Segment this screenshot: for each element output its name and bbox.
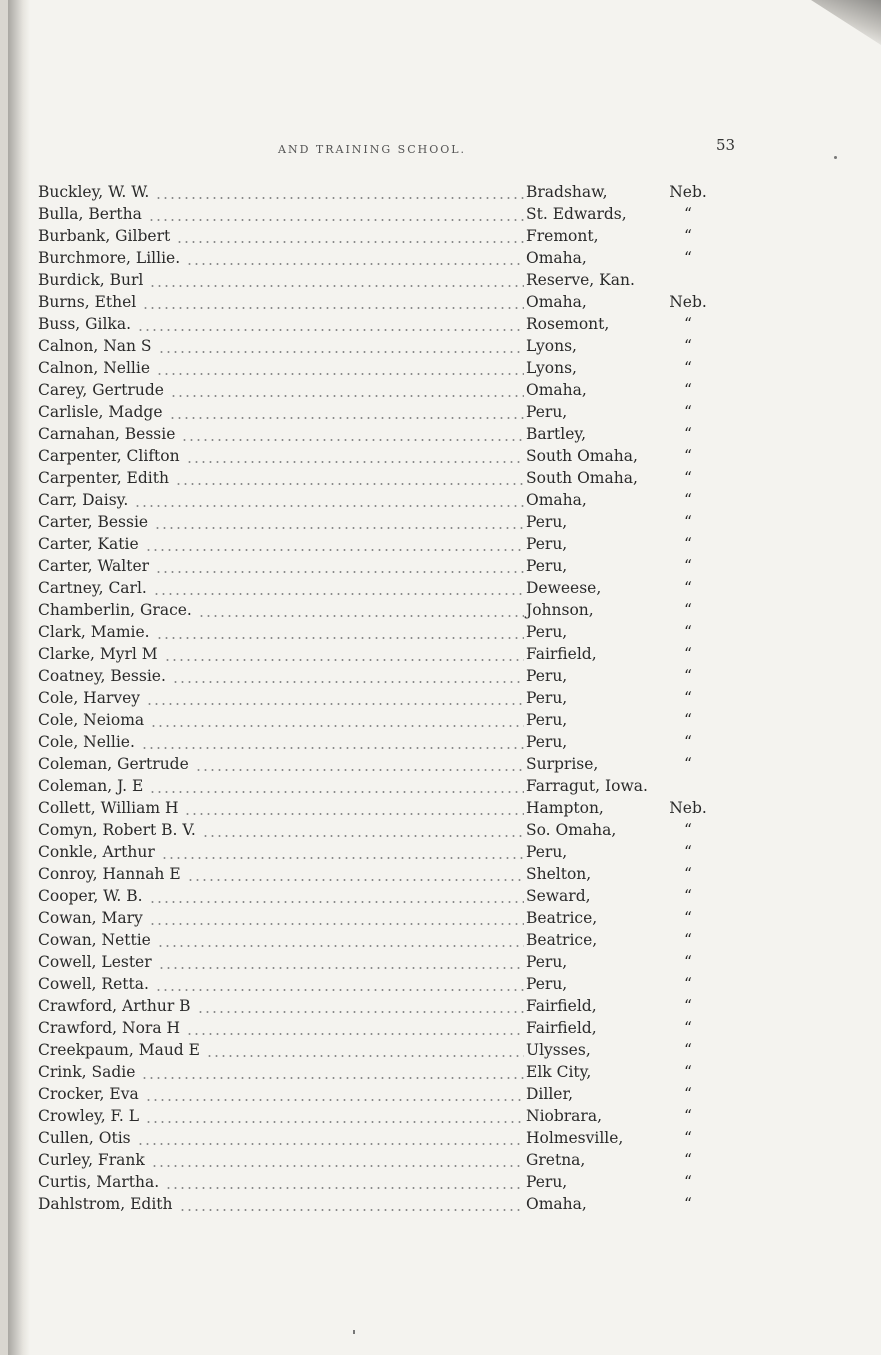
dot-leader — [184, 797, 524, 819]
student-name: Cooper, W. B. — [38, 887, 143, 905]
list-item — [38, 665, 728, 687]
list-item — [38, 1105, 728, 1127]
list-item — [38, 995, 728, 1017]
state: “ — [684, 667, 692, 685]
home-town: Peru, — [526, 733, 568, 751]
dot-leader — [154, 511, 524, 533]
student-name: Crawford, Nora H — [38, 1019, 181, 1037]
student-name: Coatney, Bessie. — [38, 667, 166, 685]
list-item — [38, 885, 728, 907]
state: “ — [684, 1151, 692, 1169]
dot-leader — [157, 929, 524, 951]
list-item — [38, 1083, 728, 1105]
home-town: Reserve, Kan. — [526, 271, 635, 289]
home-town: Shelton, — [526, 865, 592, 883]
home-town: Farragut, Iowa. — [526, 777, 648, 795]
list-item — [38, 203, 728, 225]
student-name: Cowan, Mary — [38, 909, 143, 927]
state: “ — [684, 425, 692, 443]
dot-leader — [149, 775, 524, 797]
home-town: Peru, — [526, 403, 568, 421]
ink-speck — [353, 1330, 355, 1334]
student-name: Dahlstrom, Edith — [38, 1195, 173, 1213]
dot-leader — [134, 489, 524, 511]
state: “ — [684, 623, 692, 641]
dot-leader — [137, 313, 524, 335]
home-town: Omaha, — [526, 381, 587, 399]
dot-leader — [198, 599, 524, 621]
student-name: Carr, Daisy. — [38, 491, 129, 509]
dot-leader — [186, 247, 524, 269]
list-item — [38, 467, 728, 489]
state: “ — [684, 975, 692, 993]
dot-leader — [142, 291, 524, 313]
home-town: Peru, — [526, 689, 568, 707]
state: “ — [684, 689, 692, 707]
student-name: Burchmore, Lillie. — [38, 249, 181, 267]
state: “ — [684, 821, 692, 839]
list-item — [38, 929, 728, 951]
student-name: Cowell, Retta. — [38, 975, 149, 993]
running-head: AND TRAINING SCHOOL. — [278, 143, 467, 156]
dot-leader — [141, 1061, 524, 1083]
home-town: Peru, — [526, 667, 568, 685]
student-name: Carter, Walter — [38, 557, 150, 575]
student-name: Burbank, Gilbert — [38, 227, 171, 245]
student-name: Conkle, Arthur — [38, 843, 155, 861]
list-item — [38, 357, 728, 379]
home-town: South Omaha, — [526, 447, 638, 465]
home-town: Johnson, — [526, 601, 594, 619]
home-town: Fairfield, — [526, 997, 597, 1015]
list-item — [38, 555, 728, 577]
state: “ — [684, 403, 692, 421]
dot-leader — [153, 577, 524, 599]
student-name: Calnon, Nan S — [38, 337, 152, 355]
list-item — [38, 423, 728, 445]
list-item — [38, 973, 728, 995]
dot-leader — [195, 753, 524, 775]
dot-leader — [145, 533, 524, 555]
dot-leader — [172, 665, 524, 687]
home-town: Hampton, — [526, 799, 604, 817]
student-name: Carter, Katie — [38, 535, 139, 553]
home-town: Peru, — [526, 557, 568, 575]
state: “ — [684, 491, 692, 509]
state: “ — [684, 931, 692, 949]
list-item — [38, 401, 728, 423]
student-name: Buckley, W. W. — [38, 183, 150, 201]
dot-leader — [137, 1127, 524, 1149]
list-item — [38, 379, 728, 401]
list-item — [38, 313, 728, 335]
home-town: Lyons, — [526, 337, 577, 355]
state: “ — [684, 953, 692, 971]
home-town: Elk City, — [526, 1063, 592, 1081]
home-town: Peru, — [526, 711, 568, 729]
list-item — [38, 533, 728, 555]
student-name: Cowell, Lester — [38, 953, 152, 971]
dot-leader — [169, 401, 524, 423]
list-item — [38, 709, 728, 731]
student-name: Comyn, Robert B. V. — [38, 821, 196, 839]
page-corner-fold — [811, 0, 881, 45]
dot-leader — [158, 335, 524, 357]
dot-leader — [155, 555, 524, 577]
home-town: Surprise, — [526, 755, 599, 773]
dot-leader — [175, 467, 524, 489]
dot-leader — [165, 1171, 524, 1193]
student-name: Bulla, Bertha — [38, 205, 142, 223]
student-name: Carey, Gertrude — [38, 381, 164, 399]
dot-leader — [149, 269, 524, 291]
list-item — [38, 731, 728, 753]
list-item — [38, 1149, 728, 1171]
dot-leader — [181, 423, 524, 445]
state: “ — [684, 887, 692, 905]
state: “ — [684, 1085, 692, 1103]
state: “ — [684, 227, 692, 245]
state: “ — [684, 315, 692, 333]
state: “ — [684, 645, 692, 663]
list-item — [38, 863, 728, 885]
list-item — [38, 951, 728, 973]
list-item — [38, 489, 728, 511]
state: “ — [684, 601, 692, 619]
home-town: Peru, — [526, 953, 568, 971]
student-name: Cole, Neioma — [38, 711, 145, 729]
state: “ — [684, 711, 692, 729]
dot-leader — [164, 643, 524, 665]
student-name: Carter, Bessie — [38, 513, 149, 531]
list-item — [38, 621, 728, 643]
list-item — [38, 577, 728, 599]
dot-leader — [150, 709, 524, 731]
dot-leader — [149, 885, 524, 907]
student-name: Clarke, Myrl M — [38, 645, 158, 663]
student-list — [38, 181, 728, 1215]
dot-leader — [197, 995, 524, 1017]
dot-leader — [141, 731, 524, 753]
list-item — [38, 335, 728, 357]
dot-leader — [145, 1105, 524, 1127]
state: “ — [684, 205, 692, 223]
home-town: Peru, — [526, 843, 568, 861]
student-name: Burns, Ethel — [38, 293, 137, 311]
home-town: Beatrice, — [526, 931, 598, 949]
state: “ — [684, 909, 692, 927]
list-item — [38, 1171, 728, 1193]
list-item — [38, 797, 728, 819]
list-item — [38, 599, 728, 621]
dot-leader — [158, 951, 524, 973]
state: “ — [684, 337, 692, 355]
home-town: Beatrice, — [526, 909, 598, 927]
home-town: Fairfield, — [526, 1019, 597, 1037]
state: “ — [684, 359, 692, 377]
student-name: Burdick, Burl — [38, 271, 144, 289]
list-item — [38, 181, 728, 203]
list-item — [38, 291, 728, 313]
home-town: Omaha, — [526, 491, 587, 509]
list-item — [38, 1127, 728, 1149]
list-item — [38, 225, 728, 247]
list-item — [38, 269, 728, 291]
dot-leader — [156, 621, 524, 643]
state: “ — [684, 1129, 692, 1147]
student-name: Coleman, Gertrude — [38, 755, 189, 773]
dot-leader — [206, 1039, 524, 1061]
home-town: Peru, — [526, 975, 568, 993]
list-item — [38, 445, 728, 467]
list-item — [38, 643, 728, 665]
student-name: Crawford, Arthur B — [38, 997, 191, 1015]
home-town: Rosemont, — [526, 315, 610, 333]
dot-leader — [186, 445, 524, 467]
state: “ — [684, 513, 692, 531]
student-name: Buss, Gilka. — [38, 315, 131, 333]
dot-leader — [156, 357, 524, 379]
home-town: Omaha, — [526, 1195, 587, 1213]
dot-leader — [149, 907, 524, 929]
home-town: Peru, — [526, 513, 568, 531]
home-town: Holmesville, — [526, 1129, 624, 1147]
list-item — [38, 1039, 728, 1061]
student-name: Cowan, Nettie — [38, 931, 151, 949]
state: “ — [684, 755, 692, 773]
state: “ — [684, 249, 692, 267]
dot-leader — [155, 973, 524, 995]
state: “ — [684, 447, 692, 465]
dot-leader — [176, 225, 524, 247]
student-name: Coleman, J. E — [38, 777, 144, 795]
state: “ — [684, 535, 692, 553]
student-name: Crocker, Eva — [38, 1085, 139, 1103]
state: “ — [684, 579, 692, 597]
student-name: Carpenter, Edith — [38, 469, 169, 487]
state: “ — [684, 1041, 692, 1059]
list-item — [38, 687, 728, 709]
list-item — [38, 753, 728, 775]
home-town: Diller, — [526, 1085, 574, 1103]
list-item — [38, 907, 728, 929]
student-name: Carlisle, Madge — [38, 403, 163, 421]
state: Neb. — [669, 183, 707, 201]
student-name: Chamberlin, Grace. — [38, 601, 192, 619]
dot-leader — [161, 841, 524, 863]
student-name: Crink, Sadie — [38, 1063, 136, 1081]
dot-leader — [145, 1083, 524, 1105]
home-town: Seward, — [526, 887, 591, 905]
student-name: Creekpaum, Maud E — [38, 1041, 200, 1059]
home-town: Gretna, — [526, 1151, 586, 1169]
state: “ — [684, 1195, 692, 1213]
dot-leader — [146, 687, 524, 709]
student-name: Cullen, Otis — [38, 1129, 131, 1147]
student-name: Crowley, F. L — [38, 1107, 140, 1125]
page-number: 53 — [716, 136, 736, 154]
state: Neb. — [669, 293, 707, 311]
list-item — [38, 1061, 728, 1083]
student-name: Cole, Harvey — [38, 689, 141, 707]
state: “ — [684, 843, 692, 861]
dot-leader — [202, 819, 524, 841]
home-town: So. Omaha, — [526, 821, 617, 839]
student-name: Clark, Mamie. — [38, 623, 150, 641]
dot-leader — [148, 203, 524, 225]
home-town: South Omaha, — [526, 469, 638, 487]
state: Neb. — [669, 799, 707, 817]
state: “ — [684, 381, 692, 399]
student-name: Carnahan, Bessie — [38, 425, 176, 443]
list-item — [38, 841, 728, 863]
list-item — [38, 1193, 728, 1215]
student-name: Curtis, Martha. — [38, 1173, 160, 1191]
state: “ — [684, 997, 692, 1015]
dot-leader — [155, 181, 524, 203]
student-name: Curley, Frank — [38, 1151, 145, 1169]
dot-leader — [187, 863, 524, 885]
home-town: Fremont, — [526, 227, 599, 245]
student-name: Cole, Nellie. — [38, 733, 135, 751]
home-town: Omaha, — [526, 293, 587, 311]
document-page — [8, 0, 881, 1355]
dot-leader — [179, 1193, 524, 1215]
binding-shadow — [8, 0, 30, 1355]
dot-leader — [170, 379, 524, 401]
list-item — [38, 819, 728, 841]
student-name: Cartney, Carl. — [38, 579, 147, 597]
home-town: Lyons, — [526, 359, 577, 377]
list-item — [38, 775, 728, 797]
state: “ — [684, 1173, 692, 1191]
list-item — [38, 1017, 728, 1039]
student-name: Collett, William H — [38, 799, 179, 817]
home-town: Deweese, — [526, 579, 602, 597]
home-town: Fairfield, — [526, 645, 597, 663]
dot-leader — [151, 1149, 524, 1171]
home-town: Bradshaw, — [526, 183, 608, 201]
student-name: Carpenter, Clifton — [38, 447, 180, 465]
home-town: Ulysses, — [526, 1041, 591, 1059]
state: “ — [684, 1107, 692, 1125]
home-town: Omaha, — [526, 249, 587, 267]
dot-leader — [186, 1017, 524, 1039]
state: “ — [684, 733, 692, 751]
home-town: Peru, — [526, 623, 568, 641]
home-town: Peru, — [526, 535, 568, 553]
home-town: Niobrara, — [526, 1107, 603, 1125]
list-item — [38, 247, 728, 269]
home-town: Bartley, — [526, 425, 587, 443]
state: “ — [684, 469, 692, 487]
state: “ — [684, 557, 692, 575]
state: “ — [684, 1063, 692, 1081]
ink-speck — [834, 156, 837, 159]
state: “ — [684, 1019, 692, 1037]
student-name: Conroy, Hannah E — [38, 865, 181, 883]
student-name: Calnon, Nellie — [38, 359, 150, 377]
home-town: St. Edwards, — [526, 205, 627, 223]
list-item — [38, 511, 728, 533]
home-town: Peru, — [526, 1173, 568, 1191]
state: “ — [684, 865, 692, 883]
